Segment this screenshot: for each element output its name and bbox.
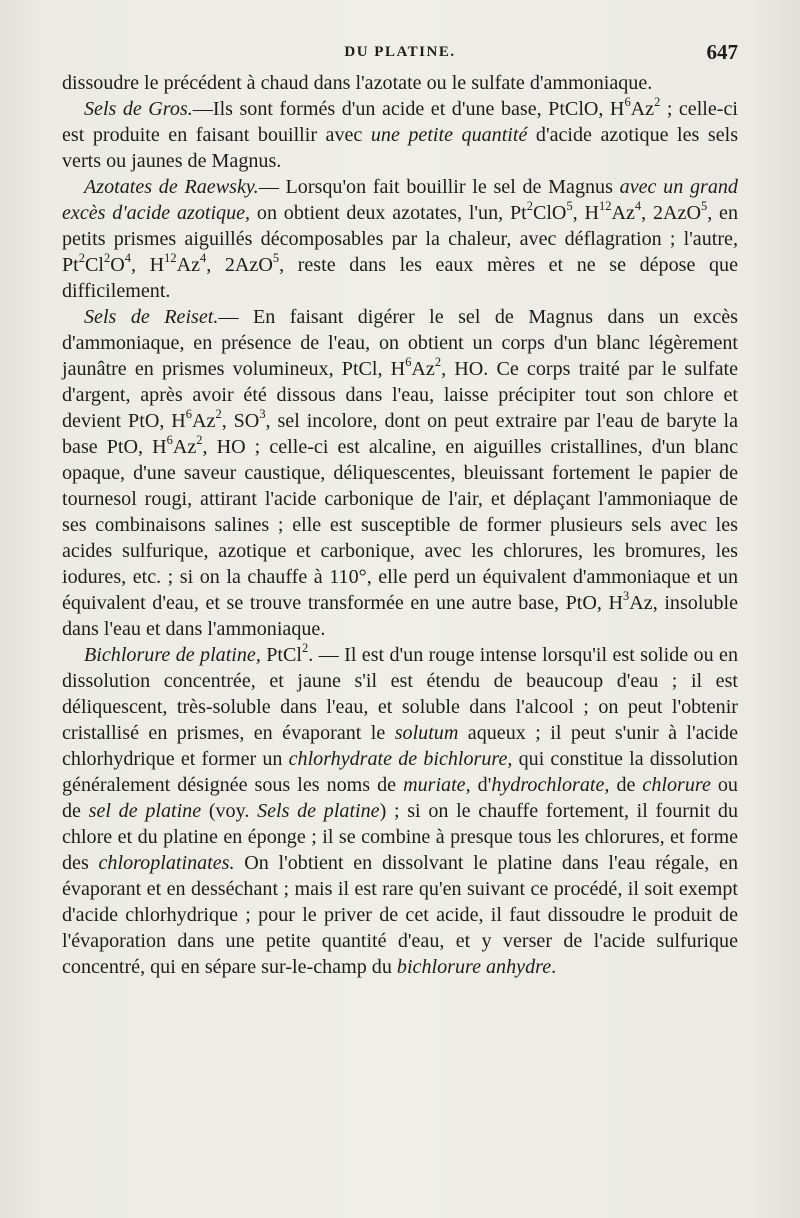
superscript: 2 [654, 95, 661, 110]
superscript: 12 [599, 199, 612, 214]
text: ou de [62, 774, 738, 822]
text: aqueux ; il peut s'unir à l'acide chlorhydrique et former un [62, 722, 738, 770]
page-body [62, 70, 738, 980]
text: — En faisant digérer le sel de Magnus dans un excès d'ammoniaque, en présence de l'eau, on obtient un corps d'un blanc légèrement jaunâtre en prismes volumineux, PtCl, H [62, 306, 739, 380]
italic-text: Sels de platine [257, 800, 380, 822]
text: (voy. [201, 800, 258, 822]
text: . [551, 956, 557, 978]
italic-text: sel de platine [88, 800, 202, 822]
italic-text: muriate, [403, 774, 471, 796]
text: On l'obtient en dissolvant le platine dans l'eau régale, en évaporant et en desséchant ; mais il est rare qu'en suivant ce procédé, il soit exempt d'acide chlorhydrique ; pour le priver de cet acide, il faut dissoudre le produit de l'évaporation dans une petite quantité d'eau, et y verser de l'acide sulfurique concentré, qui en sépare sur-le-champ du [62, 852, 738, 978]
text: Az [611, 202, 635, 224]
text: , 2AzO [206, 254, 273, 276]
superscript: 6 [185, 407, 193, 422]
section-heading: Azotates de Raewsky. [84, 176, 259, 198]
superscript: 2 [78, 251, 85, 266]
superscript: 6 [624, 95, 631, 110]
italic-text: chlorhydrate de bichlorure, [288, 748, 513, 770]
text: dissoudre le précédent à chaud dans l'azotate ou le sulfate d'ammoniaque. [62, 72, 653, 94]
paragraph-sels-de-reiset [62, 304, 738, 642]
text: O [110, 254, 125, 276]
superscript: 2 [215, 407, 222, 422]
text: , SO [221, 410, 260, 432]
superscript: 4 [200, 251, 207, 266]
text: , HO. Ce corps traité par le sulfate d'argent, après avoir été dissous dans l'eau, laisse précipiter tout son chlore et devient PtO, H [62, 358, 738, 432]
text: , sel incolore, dont on peut extraire par l'eau de baryte la base PtO, H [62, 410, 738, 458]
italic-text: une petite quantité [370, 124, 528, 146]
text: Az [176, 254, 200, 276]
page-header [62, 40, 738, 70]
text: PtCl [260, 644, 303, 666]
italic-text: bichlorure anhydre [396, 956, 552, 978]
superscript: 6 [405, 355, 412, 370]
text: , reste dans les eaux mères et ne se dépose que difficilement. [62, 254, 738, 302]
italic-text: hydrochlorate, [491, 774, 610, 796]
paragraph-sels-de-gros [62, 96, 738, 174]
section-heading: Sels de Gros. [84, 98, 193, 120]
text: qui constitue la dissolution généralement désignée sous les noms de [62, 748, 738, 796]
superscript: 2 [104, 251, 111, 266]
superscript: 5 [700, 199, 708, 214]
text: — Lorsqu'on fait bouillir le sel de Magnus [258, 176, 620, 198]
text: —Ils sont formés d'un acide et d'une base, PtClO, H [192, 98, 625, 120]
italic-text: solutum [394, 722, 459, 744]
text: , HO ; celle-ci est alcaline, en aiguilles cristallines, d'un blanc opaque, d'une saveur caustique, déliquescentes, bleuissant fortement le papier de tournesol rougi, attirant l'acide carbonique de l'air, et déplaçant l'ammoniaque de ses combinaisons salines ; elle est susceptible de former plusieurs sels avec les acides sulfurique, azotique et carbonique, avec les chlorures, les bromures, les iodures, etc. ; si on la chauffe à 110°, elle perd un équivalent d'ammoniaque et un équivalent d'eau, et se trouve transformée en une autre base, PtO, H [62, 436, 738, 614]
superscript: 12 [164, 251, 177, 266]
text: Az [192, 410, 216, 432]
superscript: 4 [634, 199, 642, 214]
section-heading: Sels de Reiset. [84, 306, 219, 328]
paragraph-azotates-de-raewsky [62, 174, 738, 304]
text: . — Il est d'un rouge intense lorsqu'il est solide ou en dissolution concentrée, et jaune s'il est étendu de beaucoup d'eau ; il est déliquescent, très-soluble dans l'eau, et soluble dans l'alcool ; on peut l'obtenir cristallisé en prismes, en évaporant le [62, 644, 738, 744]
superscript: 3 [259, 407, 266, 422]
superscript: 5 [566, 199, 573, 214]
text: Cl [85, 254, 104, 276]
section-heading: Bichlorure de platine, [84, 644, 261, 666]
superscript: 2 [526, 199, 533, 214]
text: , H [130, 254, 165, 276]
text: Az [630, 98, 655, 120]
italic-text: chlorure [642, 774, 711, 796]
italic-text: avec un grand excès d'acide azotique, [62, 176, 738, 224]
superscript: 4 [124, 251, 131, 266]
text: Az [172, 436, 197, 458]
paragraph-bichlorure-de-platine [62, 642, 738, 980]
superscript: 6 [166, 433, 173, 448]
running-title: DU PLATINE. [344, 44, 456, 60]
paragraph-continuation [62, 70, 738, 96]
text: ClO [532, 202, 567, 224]
text: , H [572, 202, 600, 224]
superscript: 5 [272, 251, 280, 266]
superscript: 2 [302, 641, 309, 656]
text: d'acide azotique les sels verts ou jaunes de Magnus. [62, 124, 739, 172]
text: de [609, 774, 643, 796]
text: Az [411, 358, 435, 380]
text: d' [470, 774, 492, 796]
text: , en petits prismes aiguillés décomposables par la chaleur, avec déflagration ; l'autre, Pt [62, 202, 738, 276]
superscript: 3 [623, 589, 630, 604]
page-number: 647 [706, 40, 738, 64]
superscript: 2 [196, 433, 203, 448]
text: , 2AzO [641, 202, 701, 224]
text: ; celle-ci est produite en faisant bouillir avec [62, 98, 739, 146]
text: on obtient deux azotates, l'un, Pt [250, 202, 527, 224]
superscript: 2 [434, 355, 442, 370]
text: ) ; si on le chauffe fortement, il fournit du chlore et du platine en éponge ; il se combine à presque tous les chlorures, et forme des [62, 800, 738, 874]
text: Az, insoluble dans l'eau et dans l'ammoniaque. [62, 592, 739, 640]
italic-text: chloroplatinates. [98, 852, 235, 874]
